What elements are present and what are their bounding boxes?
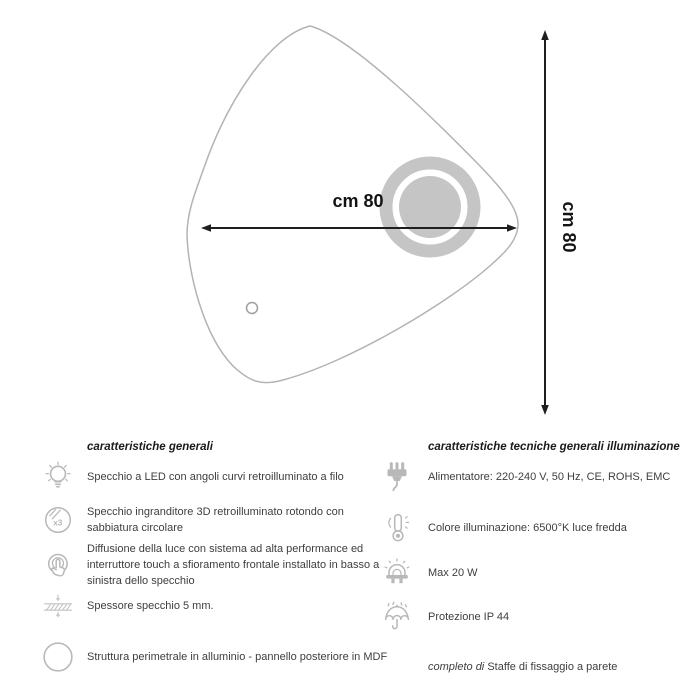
feature-row-thickness xyxy=(40,591,395,621)
mounting-note-italic: completo di xyxy=(428,661,485,673)
spec-row-protection xyxy=(380,601,696,633)
led-lamp-icon xyxy=(380,558,414,588)
height-label: cm 80 xyxy=(559,201,579,253)
circle-frame-icon xyxy=(40,641,76,673)
height-arrow xyxy=(541,30,549,415)
thermometer-icon xyxy=(380,512,414,544)
feature-text: Specchio a LED con angoli curvi retroilluminato a filo xyxy=(87,471,344,483)
touch-button xyxy=(247,303,258,314)
spec-row-wattage xyxy=(380,558,696,588)
width-label: cm 80 xyxy=(332,191,384,211)
umbrella-rain-icon xyxy=(380,601,414,633)
spec-text: Colore illuminazione: 6500°K luce fredda xyxy=(428,522,627,534)
spec-text: Protezione IP 44 xyxy=(428,611,510,623)
bulb-icon xyxy=(40,461,76,493)
thickness-icon xyxy=(40,591,76,621)
feature-row-magnifier xyxy=(40,504,395,536)
mounting-note-rest: Staffe di fissaggio a parete xyxy=(484,661,618,673)
feature-row-led xyxy=(40,461,395,493)
mounting-note xyxy=(428,661,617,673)
feature-row-touch xyxy=(40,541,395,589)
general-features-title: caratteristiche generali xyxy=(87,441,213,453)
magnifier-x3-icon xyxy=(40,505,76,535)
feature-text: Struttura perimetrale in alluminio - pannello posteriore in MDF xyxy=(87,651,388,663)
feature-row-frame xyxy=(40,641,395,673)
spec-text: Alimentatore: 220-240 V, 50 Hz, CE, ROHS, EMC xyxy=(428,471,671,483)
feature-text: Specchio ingranditore 3D retroilluminato rotondo con sabbiatura circolare xyxy=(87,506,344,534)
spec-row-power xyxy=(380,461,696,493)
spec-text: Max 20 W xyxy=(428,567,478,579)
feature-text: Diffusione della luce con sistema ad alta performance ed interruttore touch a sfioramento frontale installato in basso a sinistra dello specchio xyxy=(87,543,380,587)
spec-row-colour xyxy=(380,512,696,544)
technical-features-title: caratteristiche tecniche generali illuminazione xyxy=(428,441,680,453)
power-plug-icon xyxy=(380,461,414,493)
feature-text: Spessore specchio 5 mm. xyxy=(87,600,214,612)
svg-text:x3: x3 xyxy=(53,518,63,528)
touch-icon xyxy=(40,550,76,580)
